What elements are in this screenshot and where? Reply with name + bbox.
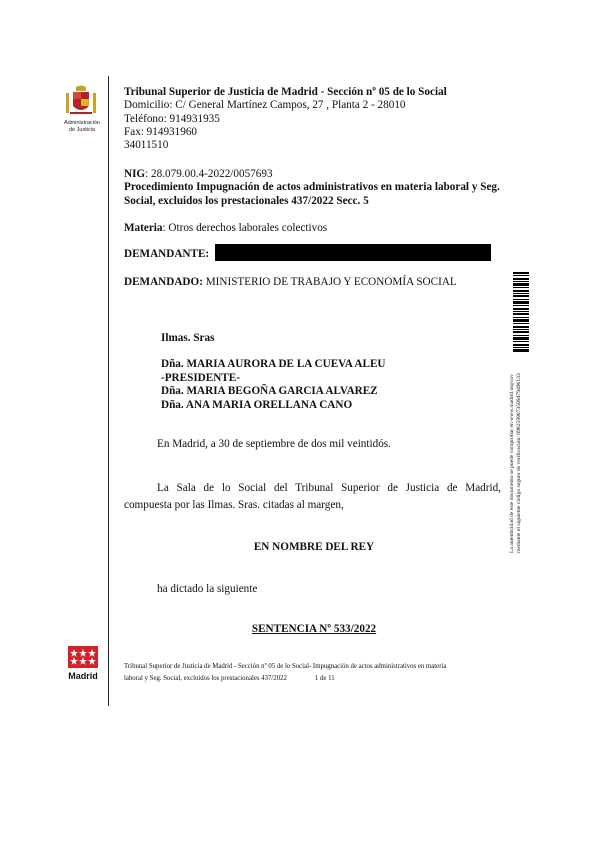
verification-text: La autenticidad de este documento se puede comprobar en www.madrid.org/csv mediante el siguiente código seguro de verificación: 0982599073509479496133 — [509, 373, 522, 553]
dictado-line: ha dictado la siguiente — [157, 583, 258, 595]
intro-paragraph-line1: La Sala de lo Social del Tribunal Superior de Justicia de Madrid, — [157, 482, 501, 494]
administration-logo-label: Administración de Justicia — [63, 120, 101, 133]
margin-rule — [108, 76, 109, 706]
madrid-logo-label: Madrid — [68, 671, 98, 681]
judge-2: Dña. MARIA BEGOÑA GARCIA ALVAREZ — [161, 385, 378, 397]
coat-of-arms-icon — [64, 84, 98, 118]
court-address: Domicilio: C/ General Martínez Campos, 27 , Planta 2 - 28010 — [124, 99, 406, 112]
nig-value: : 28.079.00.4-2022/0057693 — [145, 168, 273, 180]
case-info — [124, 168, 504, 208]
king-heading: EN NOMBRE DEL REY — [253, 541, 375, 553]
redacted-block — [215, 244, 491, 261]
materia-value: : Otros derechos laborales colectivos — [162, 222, 328, 234]
demandado-label: DEMANDADO: — [124, 276, 203, 288]
intro-paragraph-line2: compuesta por las Ilmas. Sras. citadas al margen, — [124, 499, 344, 511]
page-footer — [124, 661, 504, 685]
judge-3: Dña. ANA MARIA ORELLANA CANO — [161, 398, 353, 411]
demandado-value: MINISTERIO DE TRABAJO Y ECONOMÍA SOCIAL — [202, 276, 457, 288]
nig-label: NIG — [124, 168, 146, 180]
date-line: En Madrid, a 30 de septiembre de dos mil veintidós. — [157, 438, 391, 450]
page-number: 1 de 11 — [314, 675, 335, 682]
footer-line2: laboral y Seg. Social, excluidos los prestacionales 437/2022 1 de 11 — [124, 675, 335, 682]
procedure-title: Procedimiento Impugnación de actos administrativos en materia laboral y Seg. Social, excluidos los prestacionales 437/2022 Secc. 5 — [124, 181, 500, 207]
judges-heading: Ilmas. Sras — [161, 332, 215, 344]
demandante-label: DEMANDANTE: — [124, 248, 210, 260]
judges-list — [161, 358, 386, 412]
demandado-line — [124, 276, 457, 288]
court-header — [124, 86, 447, 152]
madrid-logo-icon — [66, 646, 100, 682]
court-name: Tribunal Superior de Justicia de Madrid - Sección nº 05 de lo Social — [124, 86, 447, 98]
judge-1: Dña. MARIA AURORA DE LA CUEVA ALEU — [161, 358, 386, 370]
sentence-number: SENTENCIA Nº 533/2022 — [251, 623, 377, 635]
materia-label: Materia — [124, 222, 163, 234]
materia-line — [124, 222, 327, 234]
court-code: 34011510 — [124, 139, 169, 152]
judge-role: -PRESIDENTE- — [161, 371, 240, 384]
footer-line1: Tribunal Superior de Justicia de Madrid - Sección nº 05 de lo Social- Impugnación de actos administrativos en materia — [124, 663, 447, 670]
court-fax: Fax: 914931960 — [124, 125, 198, 138]
court-phone: Teléfono: 914931935 — [124, 112, 220, 125]
